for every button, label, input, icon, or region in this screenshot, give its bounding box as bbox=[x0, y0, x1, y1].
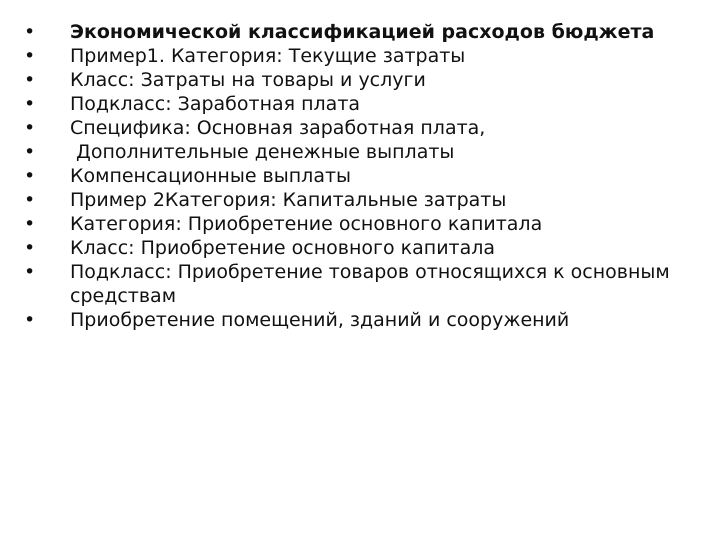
bullet-icon: • bbox=[24, 69, 36, 91]
list-item-text: Дополнительные денежные выплаты bbox=[70, 141, 455, 163]
list-item-text: Пример1. Категория: Текущие затраты bbox=[70, 45, 466, 67]
bullet-icon: • bbox=[24, 93, 36, 115]
bullet-list bbox=[24, 20, 688, 332]
list-item-text: Подкласс: Заработная плата bbox=[70, 93, 361, 115]
list-item-text: Специфика: Основная заработная плата, bbox=[70, 117, 486, 139]
list-item-text: Компенсационные выплаты bbox=[70, 165, 352, 187]
list-item-text: Класс: Затраты на товары и услуги bbox=[70, 69, 426, 91]
list-item bbox=[24, 20, 684, 44]
list-item bbox=[24, 92, 684, 116]
list-item-text: Категория: Приобретение основного капитала bbox=[70, 213, 543, 235]
bullet-icon: • bbox=[24, 189, 36, 211]
list-item bbox=[24, 164, 684, 188]
list-item-text: Подкласс: Приобретение товаров относящихся к основным средствам bbox=[70, 261, 688, 307]
list-item bbox=[24, 260, 688, 308]
bullet-icon: • bbox=[24, 21, 36, 43]
bullet-icon: • bbox=[24, 237, 36, 259]
list-item bbox=[24, 116, 684, 140]
bullet-icon: • bbox=[24, 117, 36, 139]
list-item bbox=[24, 212, 684, 236]
bullet-icon: • bbox=[24, 213, 36, 235]
list-item bbox=[24, 308, 684, 332]
list-item-text: Класс: Приобретение основного капитала bbox=[70, 237, 496, 259]
bullet-icon: • bbox=[24, 309, 36, 331]
list-item bbox=[24, 140, 684, 164]
bullet-icon: • bbox=[24, 141, 36, 163]
bullet-icon: • bbox=[24, 261, 36, 283]
bullet-icon: • bbox=[24, 45, 36, 67]
list-item-text: Приобретение помещений, зданий и сооружений bbox=[70, 309, 570, 331]
list-item bbox=[24, 44, 684, 68]
list-item-text: Экономической классификацией расходов бюджета bbox=[70, 21, 655, 43]
list-item bbox=[24, 236, 684, 260]
list-item bbox=[24, 188, 684, 212]
bullet-icon: • bbox=[24, 165, 36, 187]
list-item bbox=[24, 68, 684, 92]
list-item-text: Пример 2Категория: Капитальные затраты bbox=[70, 189, 507, 211]
